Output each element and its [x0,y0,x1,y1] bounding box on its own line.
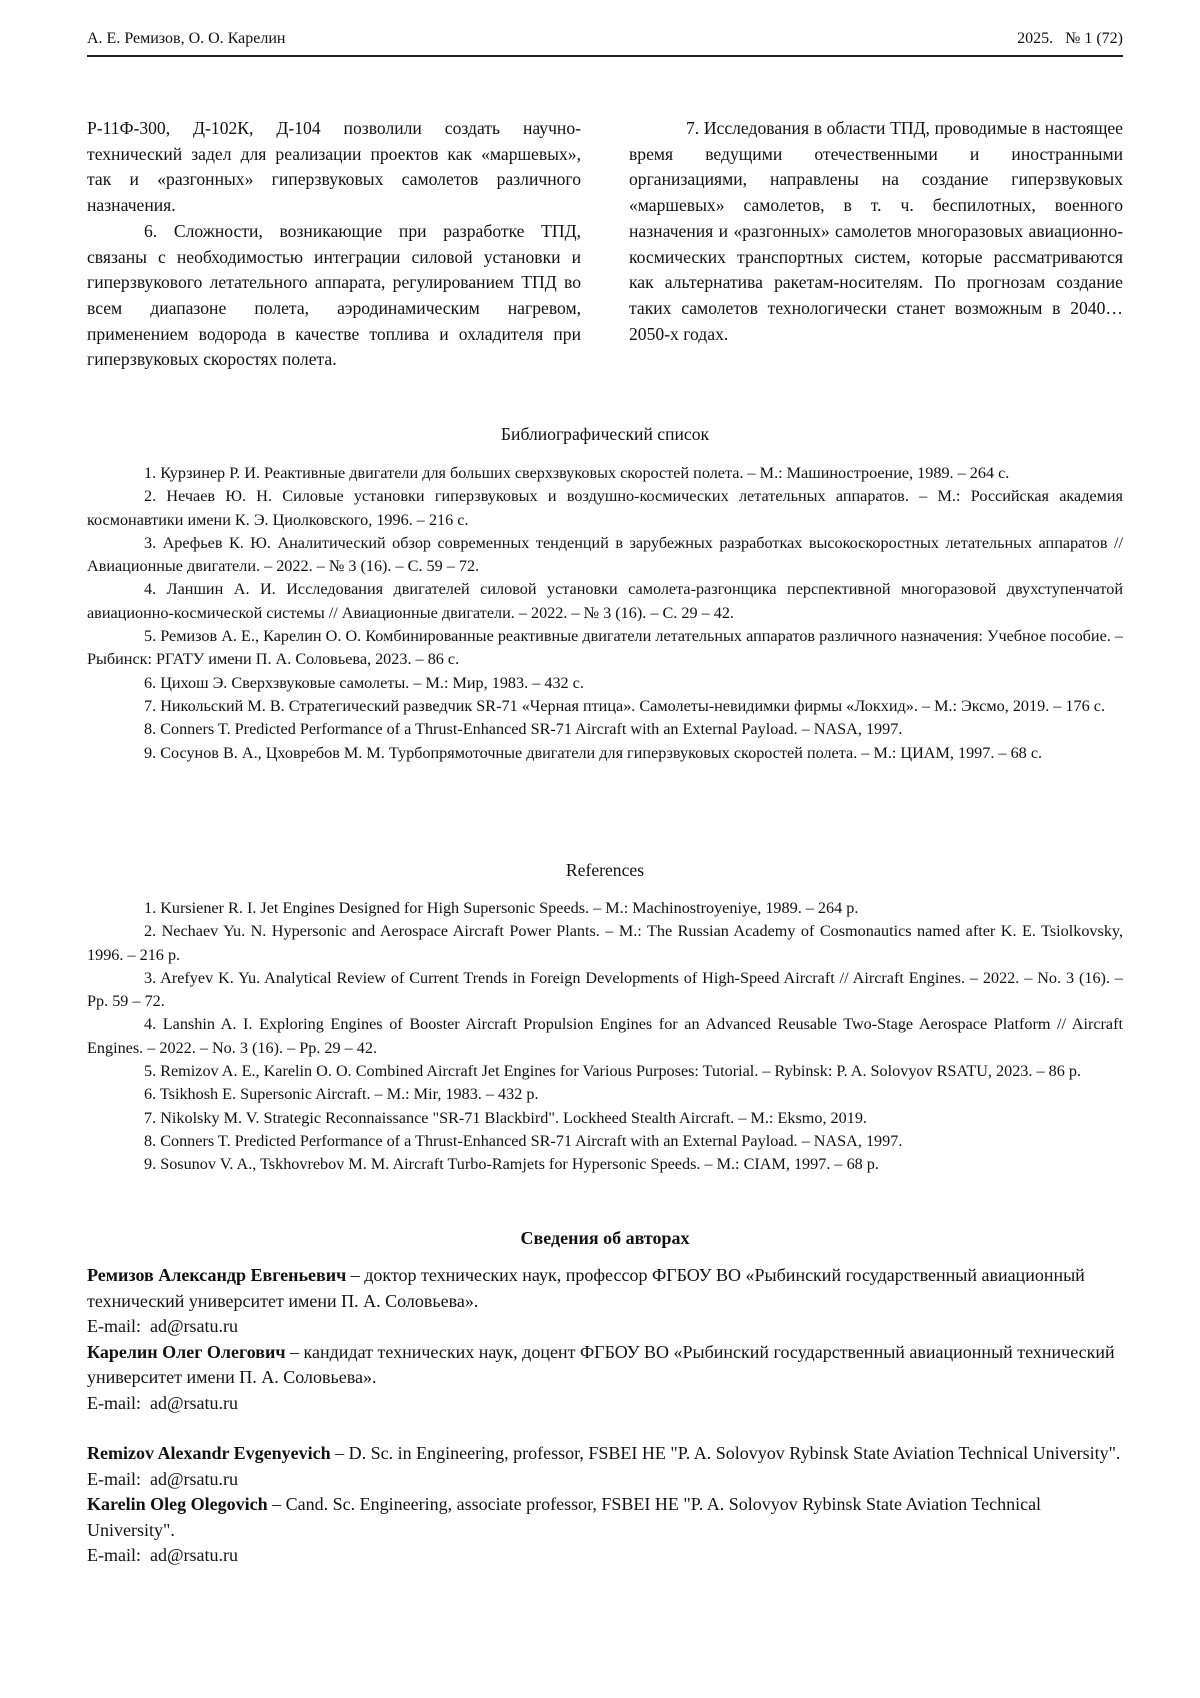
author-entry [87,1263,1123,1314]
author-entry [87,1340,1123,1391]
bib-item: 2. Нечаев Ю. Н. Силовые установки гиперзвуковых и воздушно-космических летательных аппаратов. – М.: Российская академия космонавтики имени К. Э. Циолковского, 1996. – 216 с. [87,487,1123,529]
bibliography-title: Библиографический список [500,424,710,444]
bib-item: 6. Цихош Э. Сверхзвуковые самолеты. – М.: Мир, 1983. – 432 с. [144,673,584,692]
bib-item: 5. Ремизов А. Е., Карелин О. О. Комбинированные реактивные двигатели летательных аппаратов различного назначения: Учебное пособие. – Рыбинск: РГАТУ имени П. А. Соловьева, 2023. – 86 с. [87,627,1123,669]
author-name: Karelin Oleg Olegovich [87,1494,268,1514]
header-issue: 2025. № 1 (72) [1017,30,1123,47]
ref-item: 6. Tsikhosh E. Supersonic Aircraft. – M.: Mir, 1983. – 432 p. [144,1085,539,1104]
author-desc: – доктор технических наук, профессор ФГБОУ ВО «Рыбинский государственный авиационный технический университет имени П. А. Соловьева». [87,1265,1085,1311]
bibliography-list [87,462,1123,765]
author-desc: – Cand. Sc. Engineering, associate professor, FSBEI HE "P. A. Solovyov Rybinsk State Aviation Technical University". [87,1494,1042,1540]
author-name: Карелин Олег Олегович [87,1341,286,1362]
references-list [87,897,1123,1177]
paragraph: Р-11Ф-300, Д-102К, Д-104 позволили создать научно-технический задел для реализации проектов как «маршевых», так и «разгонных» гиперзвуковых самолетов различного назначения. [87,118,581,216]
author-name: Remizov Alexandr Evgenyevich [87,1443,331,1463]
authors-title: Сведения об авторах [520,1228,690,1248]
authors-info [87,1263,1123,1569]
author-entry [87,1492,1123,1543]
author-desc: – кандидат технических наук, доцент ФГБОУ ВО «Рыбинский государственный авиационный технический университет имени П. А. Соловьева». [87,1341,1115,1387]
ref-item: 7. Nikolsky M. V. Strategic Reconnaissance "SR-71 Blackbird". Lockheed Stealth Aircraft. – M.: Eksmo, 2019. [144,1108,867,1127]
ref-item: 8. Conners T. Predicted Performance of a Thrust-Enhanced SR-71 Aircraft with an External Payload. – NASA, 1997. [144,1131,903,1150]
bib-item: 9. Сосунов В. А., Цховребов М. М. Турбопрямоточные двигатели для гиперзвуковых скоростей полета. – М.: ЦИАМ, 1997. – 68 с. [144,743,1043,762]
paragraph: 7. Исследования в области ТПД, проводимые в настоящее время ведущими отечественными и иностранными организациями, направлены на создание гиперзвуковых «маршевых» самолетов, в т. ч. беспилотных, военного назначения и «разгонных» самолетов многоразовых авиационно-космических транспортных систем, которые рассматриваются как альтернатива ракетам-носителям. По прогнозам создание таких самолетов технологически станет возможным в 2040…2050-х годах. [629,118,1123,344]
ref-item: 2. Nechaev Yu. N. Hypersonic and Aerospace Aircraft Power Plants. – M.: The Russian Academy of Cosmonautics named after K. E. Tsiolkovsky, 1996. – 216 p. [87,922,1123,964]
author-email[interactable]: E-mail: ad@rsatu.ru [87,1392,239,1413]
ref-item: 4. Lanshin A. I. Exploring Engines of Booster Aircraft Propulsion Engines for an Advanced Reusable Two-Stage Aerospace Platform // Aircraft Engines. – 2022. – No. 3 (16). – Pp. 29 – 42. [87,1015,1123,1057]
bib-item: 3. Арефьев К. Ю. Аналитический обзор современных тенденций в зарубежных разработках высокоскоростных летательных аппаратов // Авиационные двигатели. – 2022. – № 3 (16). – С. 59 – 72. [87,533,1123,576]
author-email[interactable]: E-mail: ad@rsatu.ru [87,1545,239,1565]
author-email[interactable]: E-mail: ad@rsatu.ru [87,1468,239,1489]
author-name: Ремизов Александр Евгеньевич [87,1265,347,1285]
body-column-right [629,116,1123,347]
running-header [87,30,1123,48]
bib-item: 7. Никольский М. В. Стратегический разведчик SR-71 «Черная птица». Самолеты-невидимки фирмы «Локхид». – М.: Эксмо, 2019. – 176 с. [144,696,1105,715]
ref-item: 3. Arefyev K. Yu. Analytical Review of Current Trends in Foreign Developments of High-Speed Aircraft // Aircraft Engines. – 2022. – No. 3 (16). – Pp. 59 – 72. [87,968,1123,1011]
header-authors: А. Е. Ремизов, О. О. Карелин [87,30,286,47]
paragraph: 6. Сложности, возникающие при разработке ТПД, связаны с необходимостью интеграции силовой установки и гиперзвукового летательного аппарата, регулированием ТПД во всем диапазоне полета, аэродинамическим нагревом, применением водорода в качестве топлива и охладителя при гиперзвуковых скоростях полета. [87,220,581,370]
author-desc: – D. Sc. in Engineering, professor, FSBEI HE "P. A. Solovyov Rybinsk State Aviation Technical University". [330,1443,1121,1463]
bib-item: 4. Ланшин А. И. Исследования двигателей силовой установки самолета-разгонщика перспективной многоразовой двухступенчатой авиационно-космической системы // Авиационные двигатели. – 2022. – № 3 (16). – С. 29 – 42. [87,580,1123,622]
ref-item: 5. Remizov A. E., Karelin O. O. Combined Aircraft Jet Engines for Various Purposes: Tutorial. – Rybinsk: P. A. Solovyov RSATU, 2023. – 86 p. [144,1062,1082,1081]
body-column-left [87,116,581,373]
author-email[interactable]: E-mail: ad@rsatu.ru [87,1316,239,1336]
bib-item: 1. Курзинер Р. И. Реактивные двигатели для больших сверхзвуковых скоростей полета. – М.: Машиностроение, 1989. – 264 с. [144,464,1010,482]
bib-item: 8. Conners T. Predicted Performance of a Thrust-Enhanced SR-71 Aircraft with an External Payload. – NASA, 1997. [144,720,903,739]
header-rule [87,55,1123,57]
ref-item: 9. Sosunov V. A., Tskhovrebov M. M. Aircraft Turbo-Ramjets for Hypersonic Speeds. – M.: CIAM, 1997. – 68 p. [144,1155,879,1174]
author-entry [87,1441,1123,1467]
ref-item: 1. Kursiener R. I. Jet Engines Designed for High Supersonic Speeds. – M.: Machinostroyeniye, 1989. – 264 p. [144,899,859,917]
references-title: References [565,860,645,880]
